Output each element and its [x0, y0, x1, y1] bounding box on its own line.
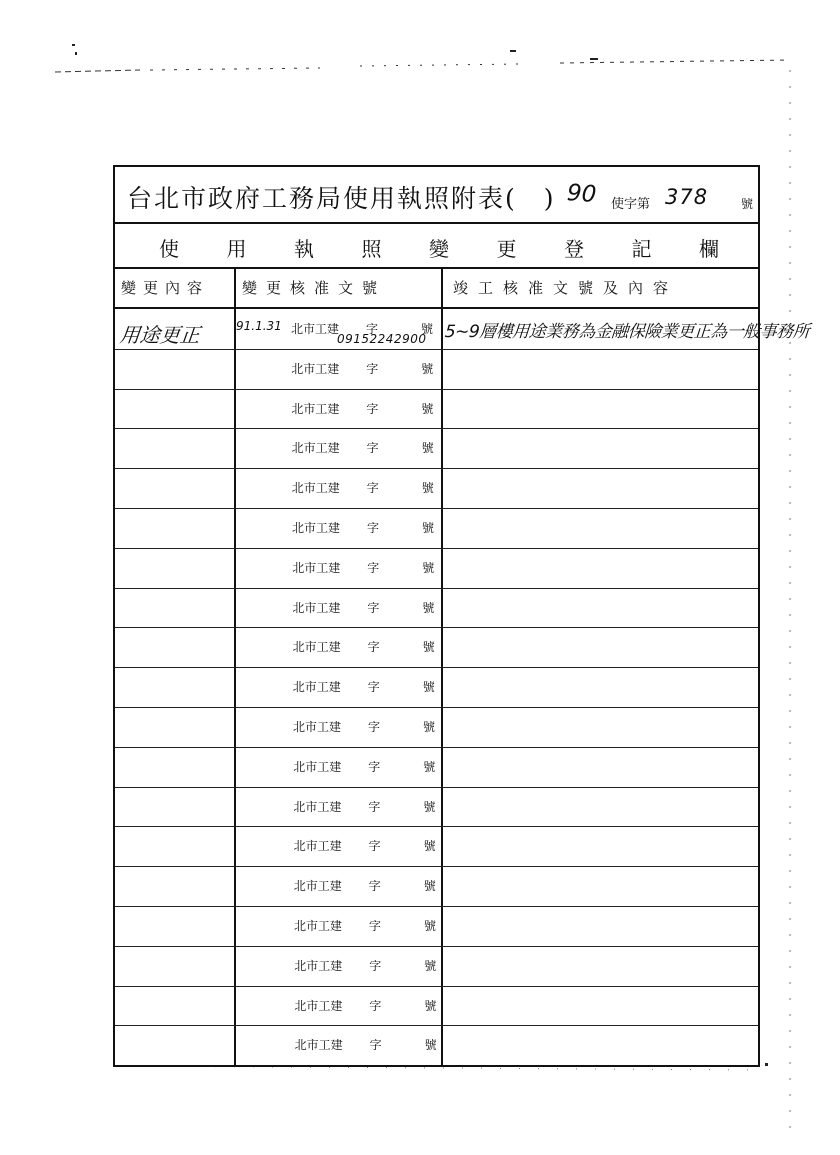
approval-hao-label: 號 [423, 879, 436, 894]
table-row [115, 309, 810, 348]
table-row [115, 667, 758, 706]
approval-hao-label: 號 [421, 441, 434, 456]
change-content-value: 用途更正 [118, 323, 202, 347]
row-divider [115, 588, 758, 589]
approval-office-label: 北市工建 [291, 401, 340, 416]
permit-suffix: 號 [741, 197, 754, 211]
approval-zi-label: 字 [366, 481, 379, 496]
approval-office-label: 北市工建 [293, 839, 342, 854]
approval-hao-label: 號 [422, 600, 435, 615]
approval-zi-label: 字 [367, 521, 380, 535]
table-row [115, 906, 758, 945]
approval-office-label: 北市工建 [293, 759, 342, 774]
table-row [115, 747, 758, 786]
permit-prefix: 使字第 [611, 197, 651, 212]
row-divider [115, 866, 758, 867]
table-row [115, 826, 758, 865]
approval-zi-label: 字 [367, 640, 380, 655]
approval-office-label: 北市工建 [292, 560, 341, 575]
approval-zi-label: 字 [369, 998, 382, 1013]
row-divider [115, 349, 758, 350]
approval-zi-label: 字 [368, 879, 381, 894]
approval-office-label: 北市工建 [292, 640, 341, 655]
approval-office-label: 北市工建 [293, 720, 342, 734]
approval-date-value: 91.1.31 [236, 319, 282, 333]
table-row [115, 588, 758, 627]
row-divider [115, 627, 758, 628]
approval-hao-label: 號 [423, 759, 436, 774]
section-heading-char: 用 [226, 237, 247, 261]
approval-ref-value: 09152242900 [337, 332, 427, 346]
approval-zi-label: 字 [368, 839, 381, 854]
approval-zi-label: 字 [369, 919, 382, 933]
row-divider [115, 946, 758, 947]
section-heading-char: 變 [429, 237, 449, 261]
row-divider [115, 986, 758, 987]
form-title-row [115, 167, 758, 224]
approval-zi-label: 字 [368, 759, 381, 774]
permit-number: 378 [665, 185, 709, 209]
section-heading [159, 233, 719, 262]
table-row [115, 468, 758, 507]
approval-office-label: 北市工建 [292, 521, 341, 535]
approval-office-label: 北市工建 [291, 361, 340, 376]
approval-hao-label: 號 [424, 998, 437, 1013]
column-header-completion [441, 267, 758, 309]
approval-hao-label: 號 [424, 919, 437, 933]
section-heading-char: 使 [159, 237, 179, 261]
section-heading-char: 更 [496, 237, 517, 261]
approval-office-label: 北市工建 [294, 998, 343, 1013]
approval-hao-label: 號 [423, 839, 436, 854]
section-heading-char: 登 [564, 237, 584, 261]
approval-hao-label: 號 [421, 361, 434, 376]
row-divider [115, 389, 758, 390]
approval-hao-label: 號 [422, 560, 435, 575]
row-divider [115, 1025, 758, 1026]
approval-hao-label: 號 [421, 401, 434, 416]
approval-zi-label: 字 [368, 720, 381, 734]
row-divider [115, 906, 758, 907]
approval-zi-label: 字 [369, 958, 382, 973]
change-registration-form [113, 165, 810, 1067]
table-row [115, 508, 758, 547]
approval-hao-label: 號 [423, 799, 436, 814]
approval-office-label: 北市工建 [292, 600, 341, 615]
column-header-approval-no [234, 267, 441, 309]
approval-hao-label: 號 [422, 640, 435, 655]
approval-zi-label: 字 [366, 441, 379, 456]
approval-hao-label: 號 [421, 481, 434, 496]
approval-zi-label: 字 [367, 560, 380, 575]
approval-zi-label: 字 [366, 322, 379, 336]
approval-hao-label: 號 [424, 1038, 437, 1053]
approval-zi-label: 字 [368, 799, 381, 814]
approval-office-label: 北市工建 [294, 919, 343, 933]
section-heading-char: 照 [361, 237, 382, 261]
section-heading-char: 欄 [699, 237, 719, 261]
approval-zi-label: 字 [366, 401, 379, 416]
section-heading-char: 執 [294, 237, 314, 261]
row-divider [115, 428, 758, 429]
approval-hao-label: 號 [424, 958, 437, 973]
approval-zi-label: 字 [367, 600, 380, 615]
approval-office-label: 北市工建 [291, 322, 340, 336]
row-divider [115, 787, 758, 788]
row-divider [115, 707, 758, 708]
section-heading-char: 記 [631, 237, 652, 261]
permit-year: 90 [566, 180, 598, 208]
column-label-approval-no: 變更核准文號 [242, 279, 387, 297]
column-header-change-content [115, 267, 234, 309]
approval-office-label: 北市工建 [294, 1038, 343, 1053]
approval-hao-label: 號 [422, 521, 435, 535]
table-row [115, 548, 758, 587]
table-row [115, 349, 758, 388]
table-row [115, 787, 758, 826]
approval-office-label: 北市工建 [291, 441, 340, 456]
column-label-completion: 竣工核准文號及內容 [453, 279, 679, 297]
approval-office-label: 北市工建 [294, 958, 343, 973]
row-divider [115, 548, 758, 549]
row-divider [115, 826, 758, 827]
row-divider [115, 508, 758, 509]
table-row [115, 866, 758, 905]
table-row [115, 1025, 758, 1064]
table-row [115, 389, 758, 428]
approval-hao-label: 號 [423, 720, 436, 734]
table-row [115, 627, 758, 666]
approval-zi-label: 字 [366, 361, 379, 376]
form-title: 台北市政府工務局使用執照附表( ) [127, 184, 556, 213]
table-row [115, 707, 758, 746]
approval-zi-label: 字 [367, 680, 380, 695]
row-divider [115, 747, 758, 748]
column-label-change-content: 變更內容 [121, 279, 210, 297]
table-row [115, 986, 758, 1025]
table-row [115, 946, 758, 985]
approval-zi-label: 字 [369, 1038, 382, 1053]
row-divider [115, 468, 758, 469]
approval-office-label: 北市工建 [292, 680, 341, 695]
table-row [115, 428, 758, 467]
row-divider [115, 667, 758, 668]
approval-hao-label: 號 [422, 680, 435, 695]
section-heading-row [115, 222, 758, 269]
approval-hao-label: 號 [421, 322, 434, 336]
approval-office-label: 北市工建 [291, 481, 340, 496]
approval-office-label: 北市工建 [293, 879, 342, 894]
completion-remarks-value: 5~9層樓用途業務為金融保險業更正為一般事務所 [444, 322, 810, 342]
approval-office-label: 北市工建 [293, 799, 342, 814]
